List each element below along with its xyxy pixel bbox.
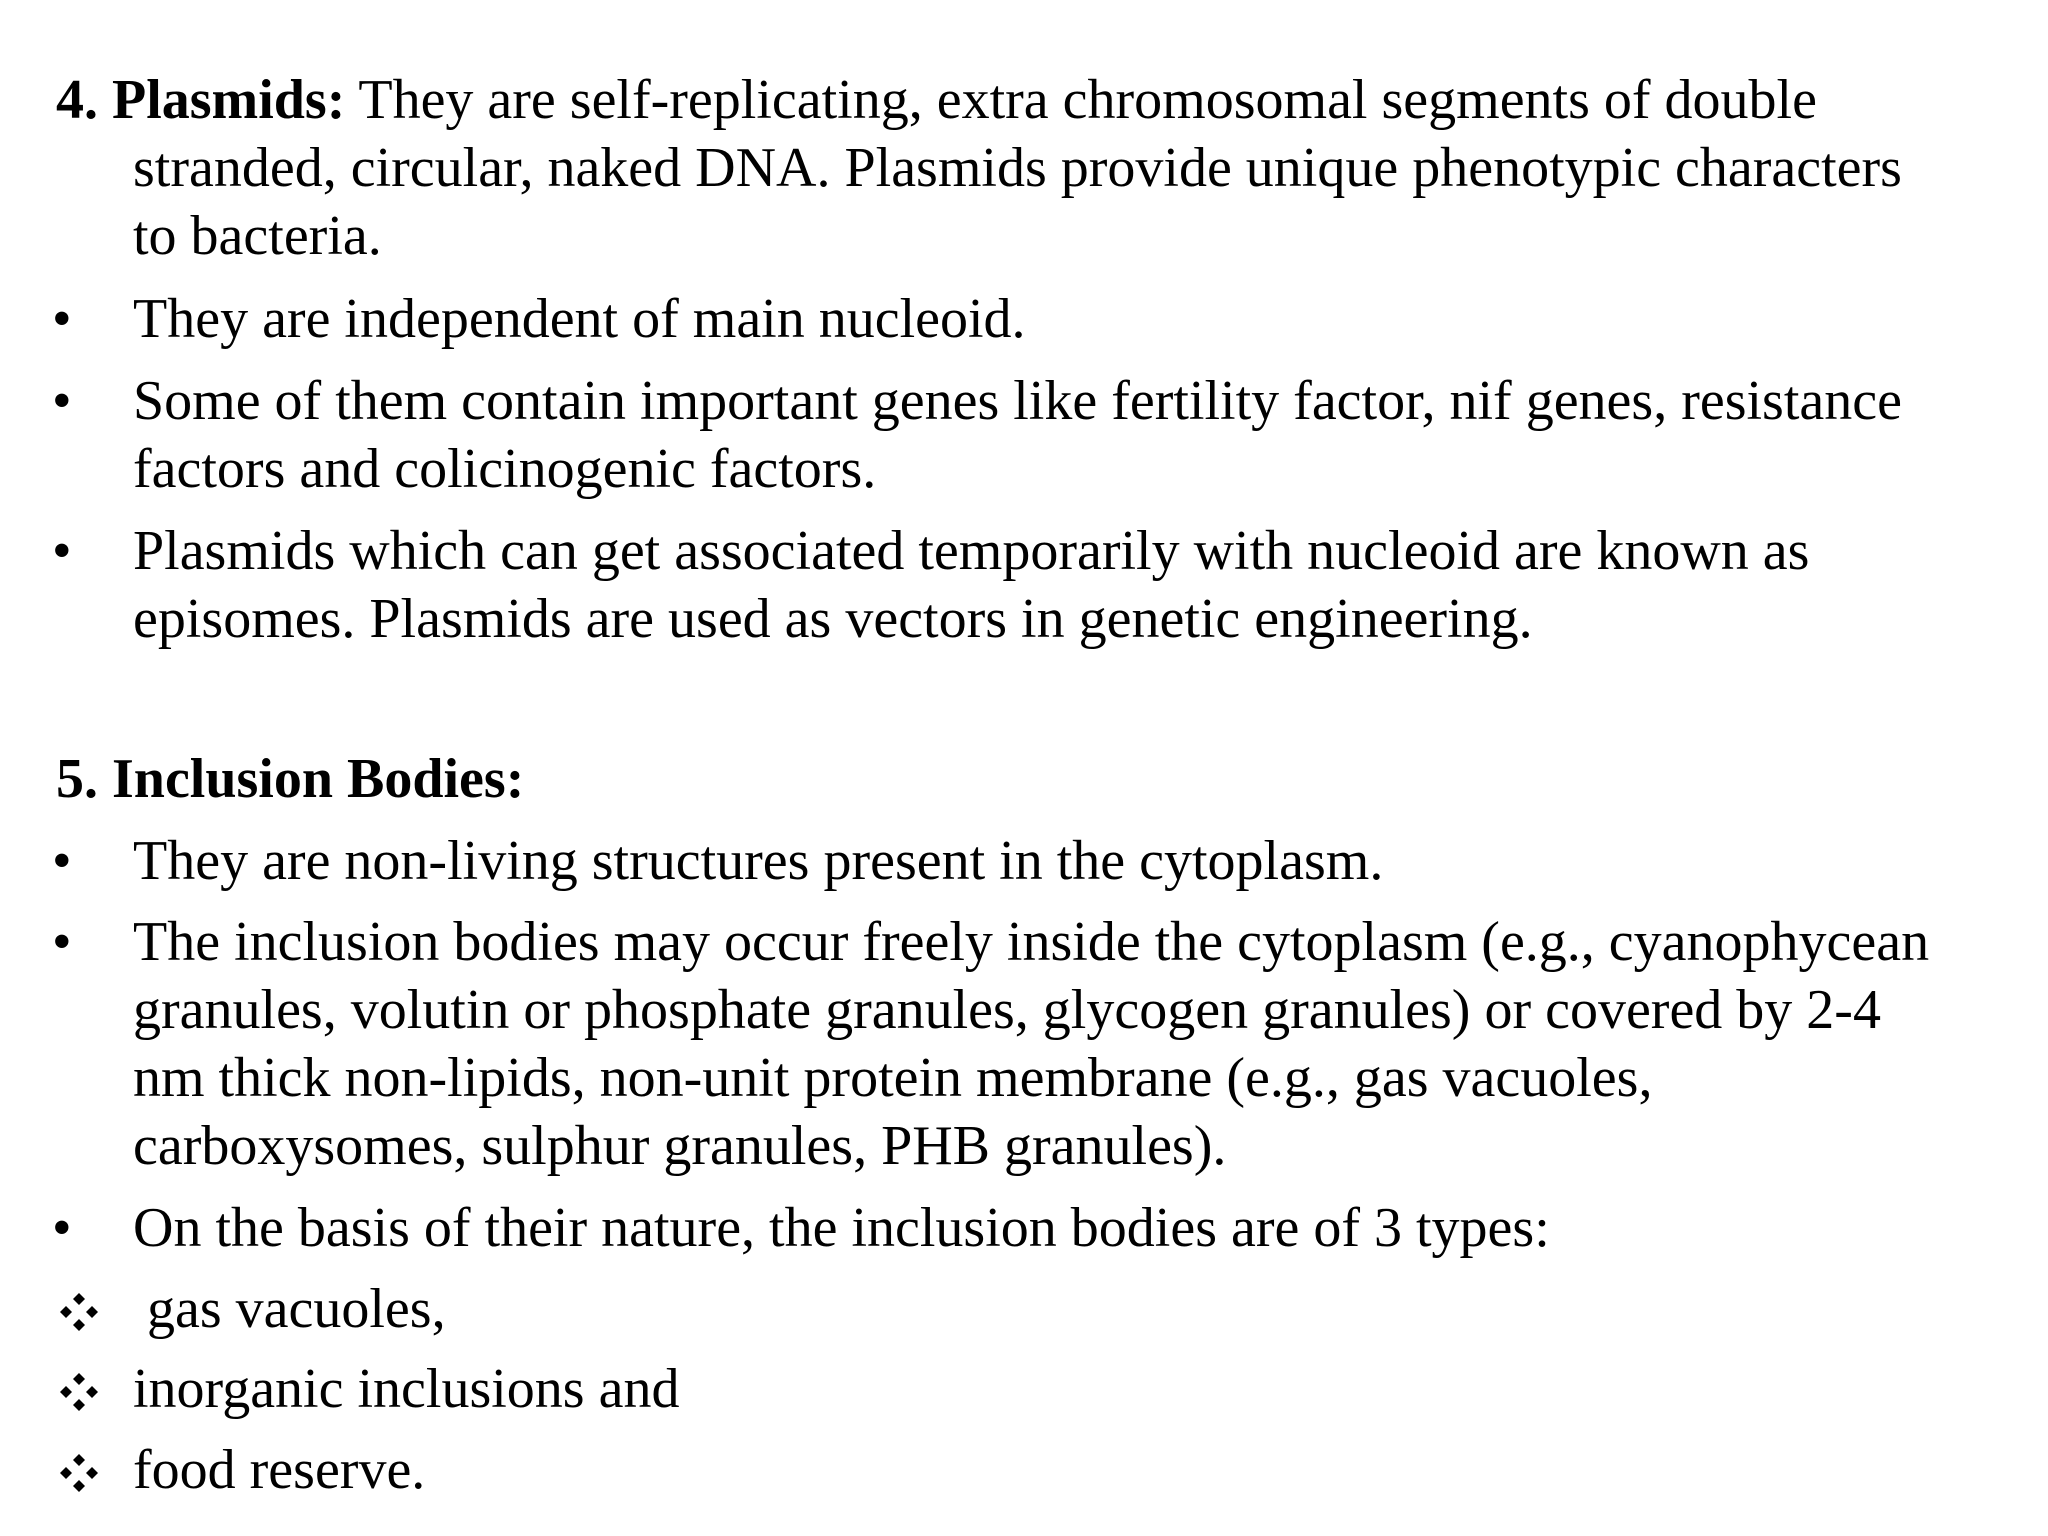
bullet-dot-icon: •	[52, 520, 72, 582]
plasmids-intro-line-3: to bacteria.	[133, 205, 382, 267]
plasmids-intro-line-1: They are self-replicating, extra chromosomal segments of double	[358, 69, 1817, 131]
inclusion-type-3: food reserve.	[133, 1439, 426, 1501]
four-diamond-icon	[58, 1452, 100, 1494]
inclusion-bullet-2-line-4: carboxysomes, sulphur granules, PHB granules).	[133, 1115, 1227, 1177]
inclusion-bodies-heading: 5. Inclusion Bodies:	[56, 748, 525, 810]
inclusion-type-1: gas vacuoles,	[133, 1278, 446, 1340]
plasmids-heading: 4. Plasmids:	[56, 69, 346, 131]
four-diamond-icon	[58, 1371, 100, 1413]
plasmids-bullet-1-line-1: They are independent of main nucleoid.	[133, 288, 1026, 350]
inclusion-type-2: inorganic inclusions and	[133, 1358, 680, 1420]
bullet-dot-icon: •	[52, 1197, 72, 1259]
bullet-dot-icon: •	[52, 830, 72, 892]
bullet-dot-icon: •	[52, 370, 72, 432]
plasmids-bullet-2-line-2: factors and colicinogenic factors.	[133, 438, 877, 500]
inclusion-bullet-3-line-1: On the basis of their nature, the inclusion bodies are of 3 types:	[133, 1197, 1550, 1259]
plasmids-bullet-3-line-1: Plasmids which can get associated temporarily with nucleoid are known as	[133, 520, 1810, 582]
bullet-dot-icon: •	[52, 911, 72, 973]
plasmids-heading-line	[56, 66, 1817, 134]
plasmids-bullet-3-line-2: episomes. Plasmids are used as vectors in genetic engineering.	[133, 588, 1533, 650]
inclusion-bullet-2-line-2: granules, volutin or phosphate granules, glycogen granules) or covered by 2-4	[133, 979, 1881, 1041]
inclusion-bullet-2-line-1: The inclusion bodies may occur freely inside the cytoplasm (e.g., cyanophycean	[133, 911, 1930, 973]
bullet-dot-icon: •	[52, 288, 72, 350]
inclusion-bullet-1-line-1: They are non-living structures present in the cytoplasm.	[133, 830, 1384, 892]
four-diamond-icon	[58, 1291, 100, 1333]
plasmids-intro-line-2: stranded, circular, naked DNA. Plasmids provide unique phenotypic characters	[133, 137, 1902, 199]
inclusion-bullet-2-line-3: nm thick non-lipids, non-unit protein membrane (e.g., gas vacuoles,	[133, 1047, 1653, 1109]
plasmids-bullet-2-line-1: Some of them contain important genes like fertility factor, nif genes, resistance	[133, 370, 1902, 432]
